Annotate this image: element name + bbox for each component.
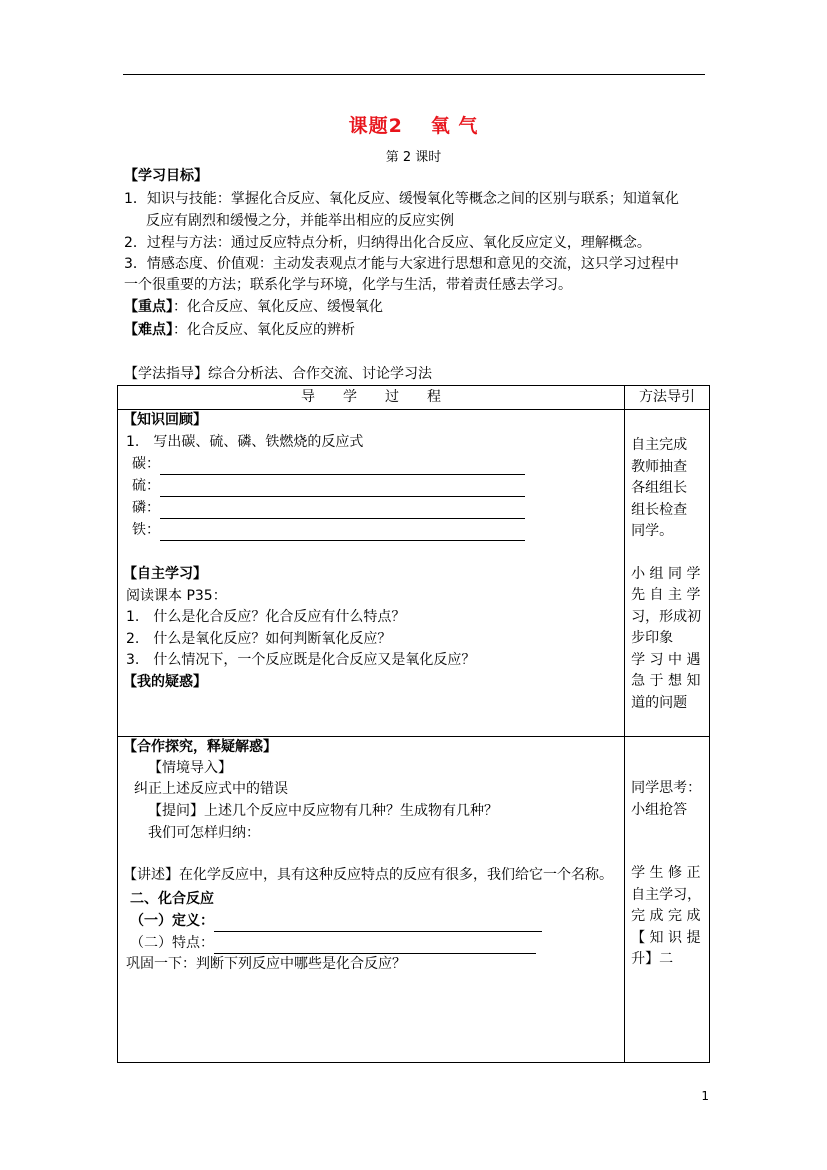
- method-note: 组长检查: [631, 501, 688, 518]
- difficult-points-label: 【难点】: [124, 322, 173, 338]
- doubts-heading: 【我的疑惑】: [123, 674, 207, 690]
- method-note: 同学。: [631, 523, 674, 539]
- scene-heading: 【情境导入】: [148, 760, 232, 776]
- method-notes-1: [625, 410, 709, 714]
- question-prompt-label: 【提问】: [148, 803, 204, 819]
- method-note: 完 成 完 成: [631, 908, 701, 924]
- method-note: 各组组长: [631, 480, 688, 496]
- page-number: 1: [701, 1089, 709, 1103]
- question-3: 3. 什么情况下，一个反应既是化合反应又是氧化反应？: [126, 652, 476, 668]
- method-cell-1: [625, 410, 710, 737]
- method-notes-2: [625, 737, 709, 971]
- method-note: 学 生 修 正: [631, 865, 701, 881]
- method-note: 【 知 识 提: [631, 929, 701, 946]
- method-cell-2: [625, 737, 710, 1063]
- method-note-spacer: [631, 842, 709, 863]
- method-guide: 【学法指导】综合分析法、合作交流、讨论学习法: [124, 366, 432, 382]
- blank-carbon: [132, 454, 525, 475]
- blank-iron: [132, 520, 525, 541]
- method-note: 小组抢答: [631, 801, 688, 818]
- key-points-label: 【重点】: [124, 299, 173, 315]
- method-note: 升】二: [631, 951, 674, 967]
- feature-blank: [130, 933, 536, 954]
- difficult-points: [124, 320, 355, 341]
- summarize-prompt: 我们可怎样归纳：: [148, 825, 260, 841]
- definition-label: （一）定义：: [130, 913, 214, 929]
- answer-line[interactable]: [214, 937, 536, 954]
- learning-process-table: [117, 385, 710, 1063]
- method-note-spacer: [631, 821, 709, 842]
- answer-line[interactable]: [160, 502, 525, 519]
- lesson-title: [0, 111, 827, 138]
- self-study-heading: 【自主学习】: [123, 566, 207, 582]
- review-cell: [118, 410, 625, 737]
- answer-line[interactable]: [214, 915, 542, 932]
- method-note: 自主学习，: [631, 886, 702, 903]
- objective-2: 2．过程与方法：通过反应特点分析，归纳得出化合反应、氧化反应定义，理解概念。: [124, 235, 651, 251]
- blank-sulfur-label: 硫：: [132, 478, 160, 494]
- objectives-heading: 【学习目标】: [124, 168, 208, 184]
- method-note-spacer: [631, 543, 709, 564]
- question-prompt: [148, 801, 498, 822]
- blank-carbon-label: 碳：: [132, 456, 160, 472]
- method-note: 道的问题: [631, 694, 688, 711]
- lecture: [123, 865, 613, 886]
- column-header-method: 方法导引: [625, 386, 710, 410]
- objective-1-line-1: 1．知识与技能：掌握化合反应、氧化反应、缓慢氧化等概念之间的区别与联系；知道氧化: [124, 191, 679, 207]
- answer-line[interactable]: [160, 524, 525, 541]
- answer-line[interactable]: [160, 458, 525, 475]
- blank-iron-label: 铁：: [132, 522, 160, 538]
- method-note: 小 组 同 学: [631, 565, 701, 582]
- lecture-text: 在化学反应中，具有这种反应特点的反应有很多，我们给它一个名称。: [179, 867, 613, 883]
- blank-sulfur: [132, 476, 525, 497]
- inquiry-cell: [118, 737, 625, 1063]
- consolidation-prompt: 巩固一下：判断下列反应中哪些是化合反应？: [126, 956, 406, 972]
- answer-line[interactable]: [160, 480, 525, 497]
- objective-1-line-2: 反应有剧烈和缓慢之分，并能举出相应的反应实例: [146, 213, 454, 229]
- method-note: 教师抽查: [631, 458, 688, 475]
- method-note: 急 于 想 知: [631, 673, 701, 689]
- feature-label: （二）特点：: [130, 935, 214, 951]
- question-1: 1. 什么是化合反应？化合反应有什么特点？: [126, 609, 406, 625]
- question-prompt-text: 上述几个反应中反应物有几种？生成物有几种？: [204, 803, 498, 819]
- lesson-period: 第 2 课时: [385, 150, 442, 165]
- correct-instruction: 纠正上述反应式中的错误: [134, 781, 288, 797]
- method-note: 习，形成初: [631, 608, 702, 625]
- inquiry-heading: 【合作探究，释疑解惑】: [123, 739, 277, 755]
- lesson-title-topic: 氧 气: [430, 115, 479, 137]
- objective-3-line-1: 3．情感态度、价值观：主动发表观点才能与大家进行思想和意见的交流，这只学习过程中: [124, 256, 679, 272]
- objective-3-line-2: 一个很重要的方法；联系化学与环境，化学与生活，带着责任感去学习。: [124, 277, 572, 293]
- review-heading: 【知识回顾】: [123, 412, 207, 428]
- column-header-process: 导 学 过 程: [118, 386, 625, 410]
- method-note: 自主完成: [631, 437, 688, 453]
- key-points: [124, 297, 383, 318]
- lesson-title-number: 课题2: [348, 115, 403, 137]
- blank-phosphorus: [132, 498, 525, 519]
- question-2: 2. 什么是氧化反应？如何判断氧化反应？: [126, 631, 392, 647]
- section-combination-reaction: 二、化合反应: [130, 891, 214, 907]
- method-note: 步印象: [631, 630, 674, 646]
- key-points-text: ：化合反应、氧化反应、缓慢氧化: [173, 299, 383, 315]
- lecture-label: 【讲述】: [123, 867, 179, 883]
- review-question: 1. 写出碳、硫、磷、铁燃烧的反应式: [126, 434, 364, 450]
- definition-blank: [130, 911, 542, 932]
- method-note: 同学思考：: [631, 780, 702, 796]
- blank-phosphorus-label: 磷：: [132, 500, 160, 516]
- header-rule: [123, 74, 705, 75]
- reading-instruction: 阅读课本 P35：: [126, 588, 227, 604]
- method-note: 学 习 中 遇: [631, 651, 701, 668]
- method-note: 先 自 主 学: [631, 587, 701, 603]
- difficult-points-text: ：化合反应、氧化反应的辨析: [173, 322, 355, 338]
